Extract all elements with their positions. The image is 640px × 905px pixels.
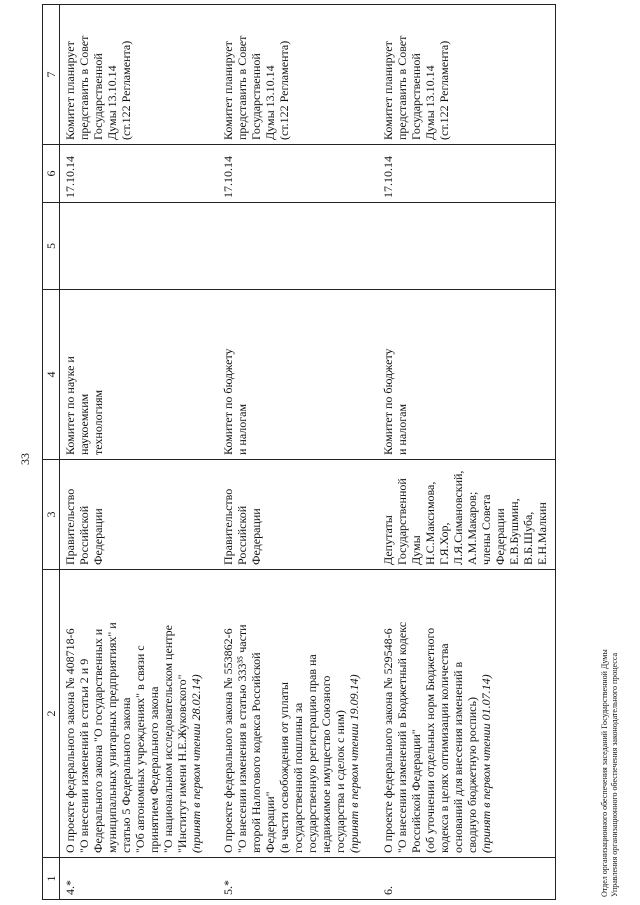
date-cell: 17.10.14 [378,145,556,203]
initiator [60,460,218,570]
committee-line: Комитет по науке и [63,356,77,455]
initiator [218,460,378,570]
initiator-line: Н.С.Максимова, [422,481,437,565]
initiator-line: Российской [234,505,249,565]
remarks [218,5,378,145]
header-cell-5: 5 [43,203,60,290]
table-row [378,5,556,900]
committee-line: технологиям [91,389,105,455]
bill-line: Российской Федерации" [408,729,423,853]
remark-line: Комитет планирует [380,41,395,140]
bill-description [378,570,556,858]
committee-line: и налогам [234,403,249,455]
initiator-line: Федерации [248,508,263,565]
row-number: 4.* [60,858,218,900]
committee [218,290,378,460]
bill-line: государственную регистрацию прав на [304,654,319,853]
committee-line: Комитет по бюджету [380,348,395,455]
committee [378,290,556,460]
remark-line: (ст.122 Регламента) [276,40,291,140]
initiator [378,460,556,570]
bill-line: "О внесении изменений в Бюджетный кодекс [394,621,409,853]
row-number: 6. [378,858,556,900]
bill-line: О проекте федерального закона № 408718-6 [63,628,77,853]
column-5-cell [218,203,378,290]
initiator-line: Федерации [492,508,507,565]
initiator-line: Государственной [394,478,409,565]
header-cell-7: 7 [43,5,60,145]
bill-line: статью 5 Федерального закона [119,697,133,853]
bill-line: сводную бюджетную роспись) [464,697,479,853]
remark-line: (ст.122 Регламента) [119,40,133,140]
footer-department [600,649,620,897]
remark-line: представить в Совет [394,35,409,140]
initiator-line: Российской [77,505,91,565]
bill-line: "Об автономных учреждениях" в связи с [133,645,147,853]
table-row [60,5,218,900]
initiator-line: Л.Я.Симановский, [450,470,465,565]
bill-line: "О национальном исследовательском центре [161,625,175,853]
bills-table [42,4,556,900]
column-5-cell [378,203,556,290]
bill-line: "Институт имени Н.Е.Жуковского" [175,674,189,853]
column-5-cell [60,203,218,290]
remark-line: представить в Совет [234,35,249,140]
committee [60,290,218,460]
bill-line: муниципальных унитарных предприятиях" и [105,622,119,853]
initiator-line: Е.В.Бушмин, [506,498,521,565]
header-cell-3: 3 [43,460,60,570]
bill-line: Федерального закона "О государственных и [91,628,105,853]
remark-line: представить в Совет [77,35,91,140]
bill-description [218,570,378,858]
bill-line: "О внесении изменений в статьи 2 и 9 [77,658,91,853]
header-row [43,5,60,900]
header-cell-1: 1 [43,858,60,900]
committee-line: наукоемким [77,393,91,455]
bill-line: О проекте федерального закона № 529548-6 [380,628,395,853]
bill-line: кодекса в целях оптимизации количества [436,643,451,853]
remark-line: Государственной [91,53,105,140]
initiator-line: Депутаты [380,515,395,565]
bill-line: О проекте федерального закона № 553862-6 [220,628,235,853]
first-reading-note: (принят в первом чтении 01.07.14) [478,674,493,853]
bill-line: (в части освобождения от уплаты [276,682,291,853]
remark-line: Государственной [248,53,263,140]
remark-line: Думы 13.10.14 [105,65,119,140]
initiator-line: Федерации [91,508,105,565]
page-number: 33 [18,453,32,465]
committee-line: и налогам [394,403,409,455]
remarks [378,5,556,145]
header-cell-4: 4 [43,290,60,460]
remark-line: Комитет планирует [220,41,235,140]
footer-line: Отдел организационного обеспечения заседаний Государственной Думы [600,649,609,897]
bill-line: (об уточнении отдельных норм Бюджетного [422,627,437,853]
table-row [218,5,378,900]
bill-line: оснований для внесения изменений в [450,661,465,853]
remark-line: Государственной [408,53,423,140]
first-reading-note: (принят в первом чтении 28.02.14) [189,674,203,853]
remark-line: Думы 13.10.14 [262,65,277,140]
bill-line: Федерации" [262,791,277,853]
bill-description [60,570,218,858]
committee-line: Комитет по бюджету [220,348,235,455]
remark-line: Комитет планирует [63,41,77,140]
initiator-line: А.М.Макаров; [464,491,479,565]
bill-line: второй Налогового кодекса Российской [248,652,263,853]
date-cell: 17.10.14 [60,145,218,203]
date-cell: 17.10.14 [218,145,378,203]
bill-line: государственной пошлины за [290,702,305,853]
bill-line: "О внесении изменения в статью 333³⁵ части [234,624,249,853]
initiator-line: Г.Я.Хор, [436,522,451,565]
remark-line: Думы 13.10.14 [422,65,437,140]
remarks [60,5,218,145]
bill-line: недвижимое имущество Союзного [318,675,333,853]
initiator-line: Правительство [63,488,77,565]
bill-line: принятием Федерального закона [147,686,161,853]
header-cell-6: 6 [43,145,60,203]
initiator-line: Думы [408,535,423,565]
initiator-line: Е.Н.Малкин [534,502,549,565]
footer-line: Управления организационного обеспечения законодательного процесса [610,652,619,897]
initiator-line: В.Б.Шуба, [520,511,535,565]
first-reading-note: (принят в первом чтении 19.09.14) [346,674,361,853]
remark-line: (ст.122 Регламента) [436,40,451,140]
header-cell-2: 2 [43,570,60,858]
row-number: 5.* [218,858,378,900]
initiator-line: члены Совета [478,494,493,565]
initiator-line: Правительство [220,488,235,565]
bill-line: государства и сделок с ним) [332,710,347,853]
